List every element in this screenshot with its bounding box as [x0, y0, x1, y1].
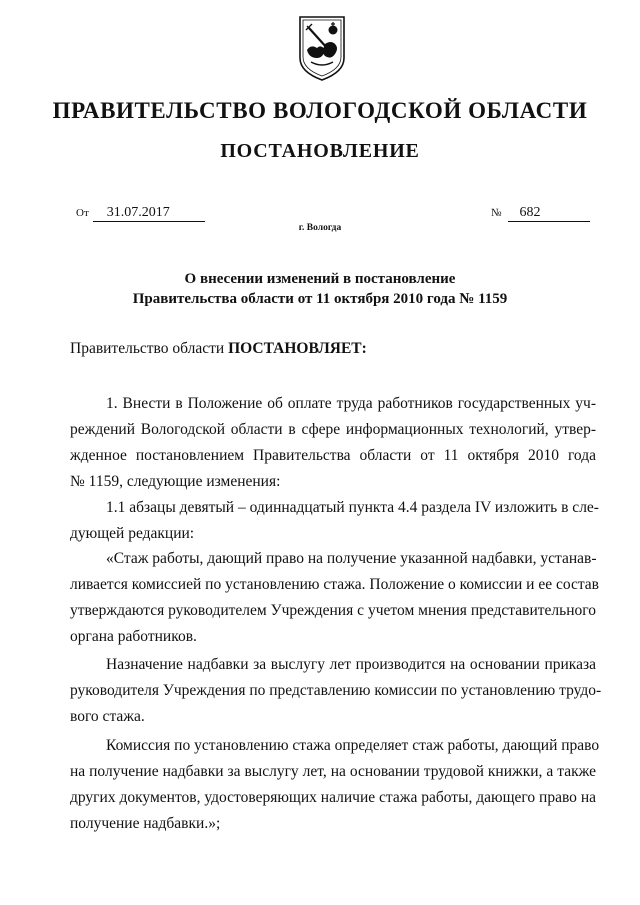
document-subject [0, 269, 640, 309]
paragraph-line: на получение надбавки за выслугу лет, на основании трудовой книжки, а также [70, 763, 596, 780]
subject-line-2: Правительства области от 11 октября 2010 года № 1159 [132, 291, 508, 307]
paragraph-line: «Стаж работы, дающий право на получение указанной надбавки, устанав- [106, 550, 597, 567]
preamble-decree-word: ПОСТАНОВЛЯЕТ: [228, 340, 367, 357]
paragraph-line: № 1159, следующие изменения: [70, 473, 281, 490]
paragraph-2 [70, 495, 599, 547]
paragraph-line: получение надбавки.»; [70, 815, 221, 832]
preamble-text: Правительство области [70, 340, 229, 357]
city-label: г. Вологда [298, 223, 342, 233]
document-number: 682 [508, 205, 590, 222]
organization-title: ПРАВИТЕЛЬСТВО ВОЛОГОДСКОЙ ОБЛАСТИ [52, 98, 588, 123]
paragraph-line: Назначение надбавки за выслугу лет производится на основании приказа [106, 656, 596, 673]
paragraph-line: руководителя Учреждения по представлению комиссии по установлению трудо- [70, 682, 602, 699]
paragraph-line: 1.1 абзацы девятый – одиннадцатый пункта 4.4 раздела IV изложить в сле- [106, 499, 599, 516]
paragraph-line: ливается комиссией по установлению стажа. Положение о комиссии и ее состав [70, 576, 600, 593]
paragraph-line: 1. Внести в Положение об оплате труда работников государственных уч- [106, 395, 596, 412]
subject-line-1: О внесении изменений в постановление [184, 271, 456, 287]
paragraph-line: реждений Вологодской области в сфере информационных технологий, утвер- [70, 421, 596, 438]
paragraph-line: жденное постановлением Правительства области от 11 октября 2010 года [70, 447, 596, 464]
paragraph-line: других документов, удостоверяющих наличие стажа работы, дающего право на [70, 789, 596, 806]
coat-of-arms-emblem [297, 14, 347, 82]
paragraph-line: Комиссия по установлению стажа определяет стаж работы, дающий право [106, 737, 600, 754]
paragraph-5 [70, 733, 600, 837]
document-type: ПОСТАНОВЛЕНИЕ [220, 140, 420, 162]
document-date-row [76, 203, 205, 223]
preamble [70, 338, 367, 360]
paragraph-1 [70, 391, 596, 495]
paragraph-line: органа работников. [70, 628, 197, 645]
document-number-row [491, 203, 590, 223]
paragraph-line: дующей редакции: [70, 525, 195, 542]
paragraph-line: утверждаются руководителем Учреждения с учетом мнения представительного [70, 602, 596, 619]
paragraph-3 [70, 546, 600, 650]
date-prefix: От [76, 207, 89, 219]
paragraph-4 [70, 652, 602, 730]
number-prefix: № [491, 207, 502, 219]
paragraph-line: вого стажа. [70, 708, 145, 725]
document-date: 31.07.2017 [93, 205, 205, 222]
